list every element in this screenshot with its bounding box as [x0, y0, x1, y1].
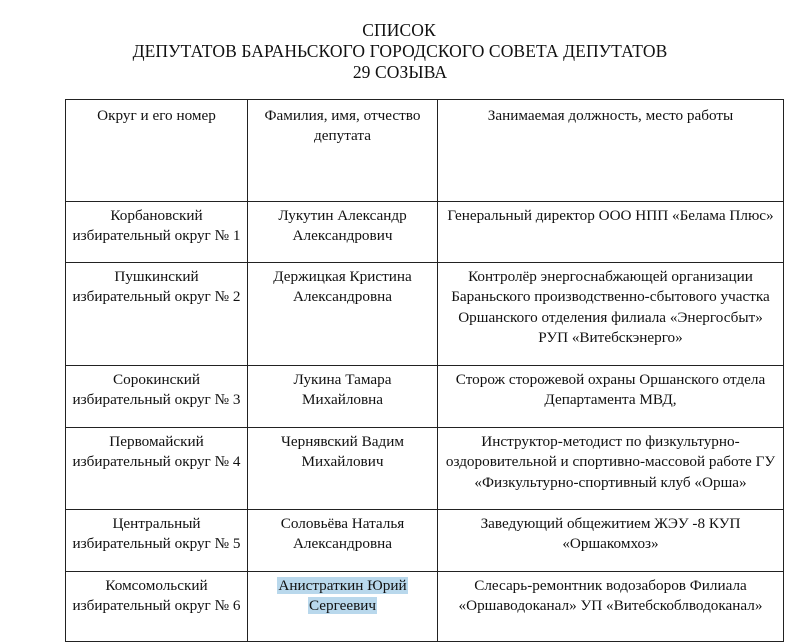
document-title: СПИСОК — [362, 20, 436, 40]
column-header-district: Округ и его номер — [66, 100, 248, 202]
district-cell: Комсомольский избирательный округ № 6 — [66, 572, 248, 642]
name-cell: Лукина Тамара Михайловна — [248, 366, 438, 428]
position-cell: Контролёр энергоснабжающей организации Бараньского производственно-сбытового участка Оршанского отделения филиала «Энергосбыт» РУП «Витебскэнерго» — [438, 263, 784, 366]
district-cell: Первомайский избирательный округ № 4 — [66, 428, 248, 510]
position-cell: Сторож сторожевой охраны Оршанского отдела Департамента МВД, — [438, 366, 784, 428]
position-cell: Слесарь-ремонтник водозаборов Филиала «Оршаводоканал» УП «Витебскоблводоканал» — [438, 572, 784, 642]
table-row — [66, 572, 784, 642]
district-cell: Сорокинский избирательный округ № 3 — [66, 366, 248, 428]
district-cell: Пушкинский избирательный округ № 2 — [66, 263, 248, 366]
column-header-position: Занимаемая должность, место работы — [438, 100, 784, 202]
name-cell: Чернявский Вадим Михайлович — [248, 428, 438, 510]
document-convocation: 29 СОЗЫВА — [352, 62, 448, 82]
district-cell: Корбановский избирательный округ № 1 — [66, 202, 248, 263]
name-cell: Соловьёва Наталья Александровна — [248, 510, 438, 572]
table-row — [66, 366, 784, 428]
column-header-name: Фамилия, имя, отчество депутата — [248, 100, 438, 202]
position-cell: Заведующий общежитием ЖЭУ -8 КУП «Оршакомхоз» — [438, 510, 784, 572]
table-header-row — [66, 100, 784, 202]
table-row — [66, 428, 784, 510]
name-cell: Лукутин Александр Александрович — [248, 202, 438, 263]
document-header — [0, 20, 800, 83]
position-cell: Генеральный директор ООО НПП «Белама Плюс» — [438, 202, 784, 263]
name-cell — [248, 572, 438, 642]
deputies-table — [65, 99, 784, 642]
highlighted-name-line-2[interactable]: Сергеевич — [308, 597, 377, 615]
highlighted-name-line-1[interactable]: Анистраткин Юрий — [278, 577, 407, 594]
position-cell: Инструктор-методист по физкультурно-оздоровительной и спортивно-массовой работе ГУ «Физкультурно-спортивный клуб «Орша» — [438, 428, 784, 510]
table-row — [66, 510, 784, 572]
table-row — [66, 263, 784, 366]
table-row — [66, 202, 784, 263]
district-cell: Центральный избирательный округ № 5 — [66, 510, 248, 572]
document-subtitle: ДЕПУТАТОВ БАРАНЬСКОГО ГОРОДСКОГО СОВЕТА ДЕПУТАТОВ — [132, 41, 668, 61]
name-cell: Держицкая Кристина Александровна — [248, 263, 438, 366]
